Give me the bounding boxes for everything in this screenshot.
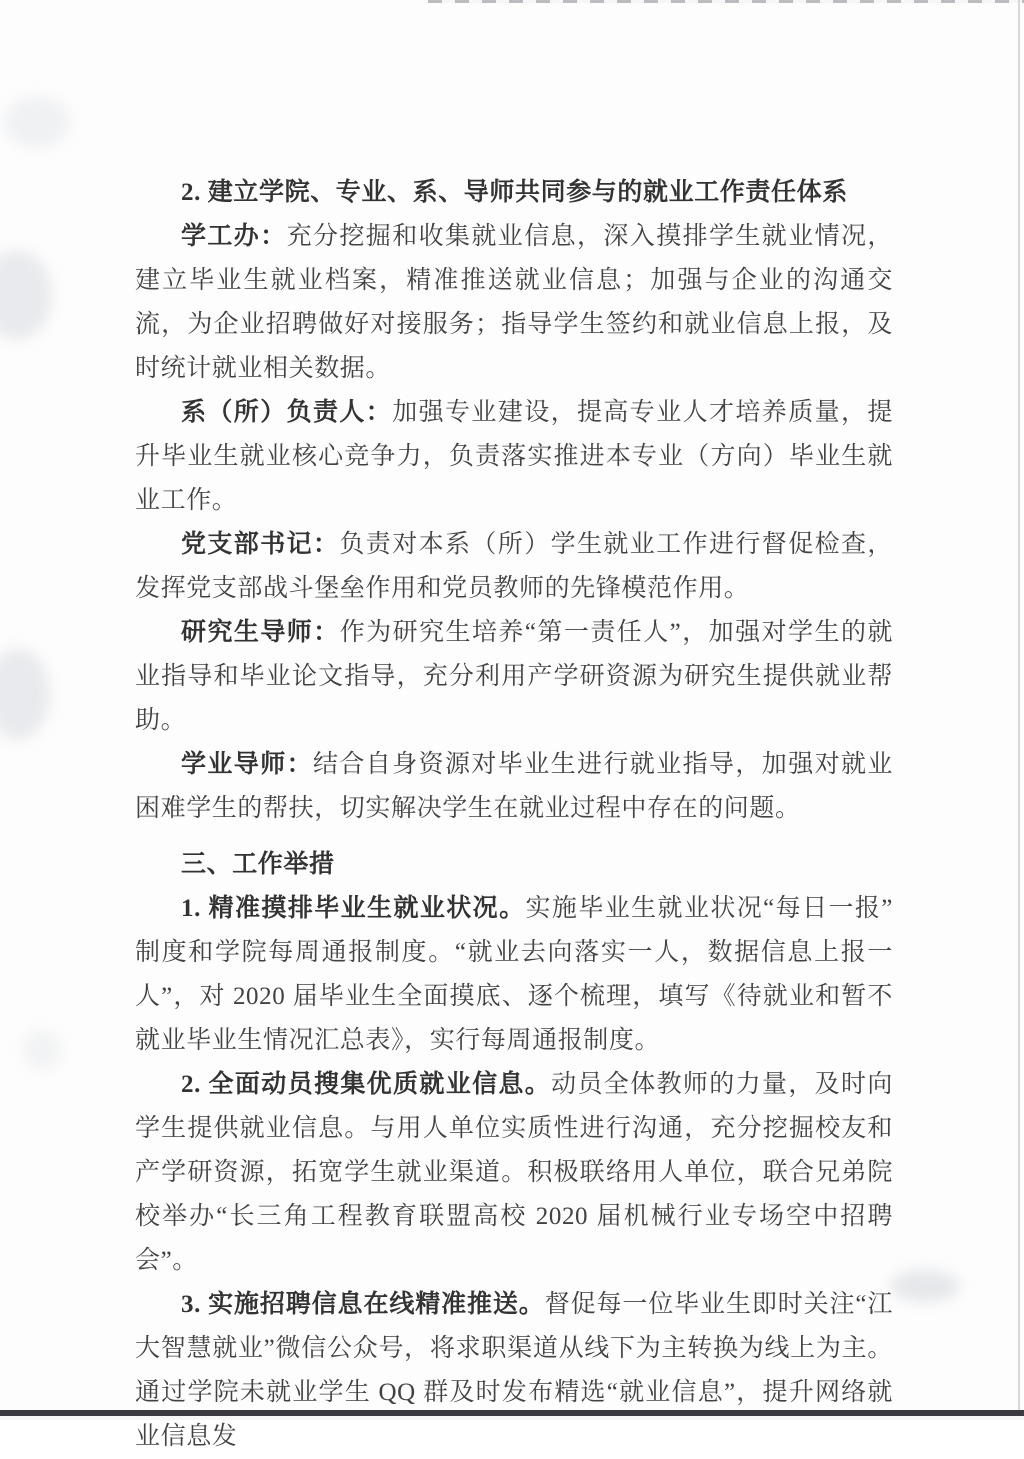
paragraph-lead: 1. 精准摸排毕业生就业状况。: [181, 895, 526, 922]
paragraph-text: 加强专业建设，提高专业人才培养质量，提升毕业生就业核心竞争力，负责落实推进本专业（方向）毕业生就业工作。: [135, 399, 893, 514]
paragraph: [135, 391, 893, 523]
paragraph-text: 负责对本系（所）学生就业工作进行督促检查，发挥党支部战斗堡垒作用和党员教师的先锋模范作用。: [135, 531, 893, 602]
document-body: [135, 171, 893, 1459]
paragraph-lead: 研究生导师：: [181, 619, 340, 646]
paragraph: [135, 1063, 893, 1283]
paper-smudge: [890, 1270, 960, 1302]
paragraph-text: 充分挖掘和收集就业信息，深入摸排学生就业情况，建立毕业生就业档案，精准推送就业信息；加强与企业的沟通交流，为企业招聘做好对接服务；指导学生签约和就业信息上报，及时统计就业相关数据。: [135, 223, 893, 382]
scanner-edge-line-right: [1018, 0, 1020, 1410]
paragraph-text: 督促每一位毕业生即时关注“江大智慧就业”微信公众号，将求职渠道从线下为主转换为线上为主。通过学院未就业学生 QQ 群及时发布精选“就业信息”，提升网络就业信息发: [135, 1291, 893, 1450]
paragraph: [135, 1283, 893, 1459]
paragraph-text: 动员全体教师的力量，及时向学生提供就业信息。与用人单位实质性进行沟通，充分挖掘校友和产学研资源，拓宽学生就业渠道。积极联络用人单位，联合兄弟院校举办“长三角工程教育联盟高校 2020 届机械行业专场空中招聘会”。: [135, 1071, 893, 1274]
paragraph-lead: 学业导师：: [181, 751, 313, 778]
heading-text: 三、工作举措: [181, 851, 335, 878]
paragraph: [135, 215, 893, 391]
paper-smudge: [0, 250, 52, 340]
paragraph-lead: 学工办：: [181, 223, 287, 250]
paragraph-lead: 3. 实施招聘信息在线精准推送。: [181, 1291, 545, 1318]
paragraph-lead: 党支部书记：: [181, 531, 340, 558]
paragraph: [135, 887, 893, 1063]
heading-text: 2. 建立学院、专业、系、导师共同参与的就业工作责任体系: [181, 179, 848, 206]
section-heading: [135, 171, 893, 215]
scanner-edge-below-band: [0, 1416, 1024, 1420]
paper-smudge: [22, 1030, 62, 1070]
paragraph: [135, 523, 893, 611]
paragraph-lead: 2. 全面动员搜集优质就业信息。: [181, 1071, 552, 1098]
paragraph: [135, 743, 893, 831]
paper-smudge: [4, 96, 70, 148]
paper-smudge: [0, 648, 50, 740]
scanner-edge-artifact-top: [428, 0, 1024, 3]
paragraph: [135, 611, 893, 743]
paragraph-text: 结合自身资源对毕业生进行就业指导，加强对就业困难学生的帮扶，切实解决学生在就业过程中存在的问题。: [135, 751, 893, 822]
paragraph-text: 作为研究生培养“第一责任人”，加强对学生的就业指导和毕业论文指导，充分利用产学研资源为研究生提供就业帮助。: [135, 619, 893, 734]
paragraph-lead: 系（所）负责人：: [181, 399, 393, 426]
section-heading: [135, 843, 893, 887]
paragraph-text: 实施毕业生就业状况“每日一报”制度和学院每周通报制度。“就业去向落实一人，数据信息上报一人”，对 2020 届毕业生全面摸底、逐个梳理，填写《待就业和暂不就业毕业生情况汇总表》，实行每周通报制度。: [135, 895, 893, 1054]
